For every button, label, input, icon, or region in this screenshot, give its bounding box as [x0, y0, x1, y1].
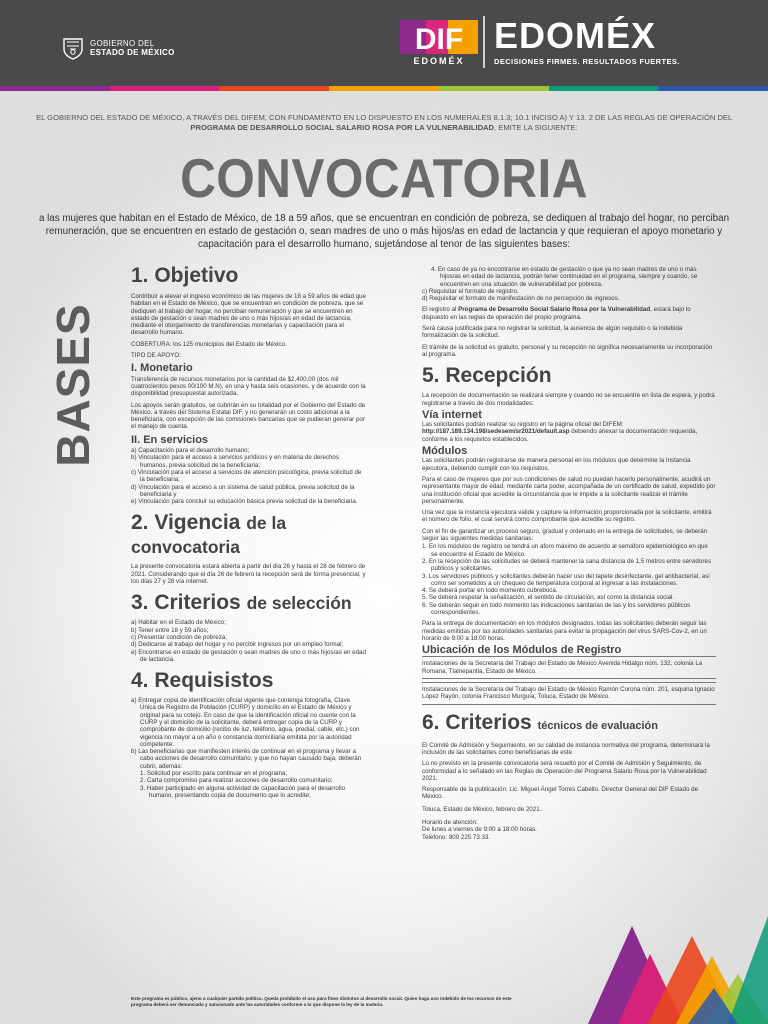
monetario-text-2: Los apoyos serán gratuitos, se cubrirán en su totalidad por el Gobierno del Estado de México, a través del Sistema Estatal DIF, y no generarán un costo adicional a la beneficiaria, con excepción de las comisiones bancarias que se pudieran generar por el manejo de cuenta. [131, 401, 366, 431]
list-item: c) Requisitar el formato de registro. [422, 287, 519, 295]
list-item: 3. Los servidores públicos y solicitantes deberán hacer uso del tapete desinfectante, gel antibacterial, así como ser sometidos a un chequeo de temperatura corporal al ingresar a las instalaciones. [422, 572, 710, 587]
footer-legal: Este programa es público, ajeno a cualquier partido político. Queda prohibido el uso para fines distintos al desarrollo social. Quien haga uso indebido de los recursos de este programa deberá ser denunciado y sancionado ante las autoridades conforme a lo que dispone la ley de la materia. [131, 996, 512, 1007]
list-item: 1. Solicitud por escrito para continuar en el programa; [140, 770, 288, 778]
list-item: 6. Se deberán seguir en todo momento las indicaciones sanitarias de las y los servidores públicos correspondientes. [422, 601, 691, 616]
list-item: 4. Se deberá portar en todo momento cubrebocа. [422, 587, 558, 595]
left-column [131, 262, 367, 799]
section-objetivo-heading: 1. Objetivo [131, 264, 239, 287]
list-item: 5. Se deberá respetar la señalización, el sentido de circulación, así como la distancia social. [422, 594, 675, 602]
list-item: 1. En los módulos de registro se tendrá un aforo máximo de acuerdo al semáforo epidemiológico en que se encuentre el Estado de México. [422, 543, 708, 558]
criterios-list [131, 619, 367, 663]
section-criterios-tecnicos-heading: 6. Criterios técnicos de evaluación [422, 710, 658, 734]
section-requisitos-heading: 4. Requisistos [131, 669, 274, 693]
requisitos-sublist-cont [422, 266, 716, 288]
list-item: e) Encontrarse en estado de gestación o sean madres de uno o más hijos/as en edad de lactancia. [131, 648, 366, 663]
gobierno-logo [62, 36, 175, 60]
requisitos-list-cont [422, 288, 716, 303]
modulos-text-4: Con el fin de garantizar un proceso seguro, gradual y ordenado en la entrega de solicitudes, se deberán seguir las siguientes medidas sanitarias: [422, 527, 708, 543]
list-item: 4. En caso de ya no encontrarse en estado de gestación o que ya no sean madres de uno o más hijos/as en edad de lactancia, podrán tener continuidad en el programa, siempre y cuando, se encuentren en una situación de vulnerabilidad por pobreza. [431, 266, 698, 288]
edomex-brand: EDOMÉX [494, 15, 657, 56]
bases-label: BASES [46, 303, 99, 467]
color-bar [0, 86, 768, 91]
comite-text: El Comité de Admisión y Seguimiento, en su calidad de instancia normativa del programa, determinará la inclusión de las solicitantes como beneficiarias de este. [422, 741, 710, 756]
page-title: CONVOCATORIA [180, 147, 588, 209]
requisitos-sublist [131, 770, 367, 799]
list-item: d) Dedicarse al trabajo del hogar y no percibir ingresos por un empleo formal; [131, 641, 344, 649]
requisitos-list [131, 697, 367, 770]
modulos-text-5: Para la entrega de documentación en los módulos designados, todas las solicitantes deberán seguir las medidas emitidas por las autoridades sanitarias para evitar la propagación del virus SARS-Cov-2, en un horario de 9:00 a 18:00 horas. [422, 620, 707, 642]
ubicacion-heading: Ubicación de los Módulos de Registro [422, 644, 622, 657]
via-internet-text: Las solicitantes podrán realizar su registro en la página oficial del DIFEM: http://187.189.134.198/sedesem/sr2021/default.asp debiendo anexar la documentación requerida, conforme a los requisitos establecidos. [422, 421, 698, 443]
modulos-text-1: Las solicitantes podrán registrarse de manera personal en los módulos que determine la Instancia ejecutora, debiendo cumplir con los requisitos. [422, 457, 691, 472]
cobertura-text: COBERTURA: los 125 municipios del Estado de México. [131, 340, 287, 348]
objetivo-text: Contribuir a elevar el ingreso económico de las mujeres de 18 a 59 años de edad que habitan en el Estado de México, que se encuentran en condición de pobreza, que se dediquen al trabajo del hogar, no perciban remuneración y que se encuentren en estado de gestación o sean madres de uno o más hijos/as en edad de lactancia, mediante el otorgamiento de transferencias monetarias y capacitación para el desarrollo humano. [131, 293, 366, 337]
registro-text: El registro al Programa de Desarrollo Social Salario Rosa por la Vulnerabilidad, estará bajo lo dispuesto en las reglas de operación del propio programa. [422, 306, 691, 321]
right-column [422, 266, 716, 841]
monetario-heading: I. Monetario [131, 362, 193, 375]
lead-paragraph: a las mujeres que habitan en el Estado de México, de 18 a 59 años, que se encuentran en condición de pobreza, se dediquen al trabajo del hogar, no perciban remuneración, que se encuentren en estado de gestación o, sean madres de uno o más hijos/as en edad de lactancia y que requieran el apoyo monetario y capacitación para el desarrollo humano, sujetándose al tenor de las siguientes bases: [38, 213, 730, 250]
list-item: a) Entregar copia de identificación oficial vigente que contenga fotografía, Clave Única de Registro de Población (CURP) y domicilio en el Estado de México y original para su cotejo. En caso de que la identificación oficial no cuente con la CURP y el domicilio de la solicitante, deberá entregar copia de la CURP y comprobante de domicilio (recibo de luz, teléfono, agua, predial, cable, etc.) con vigencia no mayor a un año o constancia domiciliaria emitida por la autoridad competente. [131, 697, 360, 748]
list-item: c) Presentar condición de pobreza; [131, 633, 227, 641]
header-divider [483, 16, 485, 68]
tramite-text: El trámite de la solicitud es gratuito, personal y su recepción no significa necesariamente su incorporación al programa. [422, 343, 713, 358]
decorative-triangles [588, 896, 768, 1024]
gov-line2: ESTADO DE MÉXICO [90, 48, 175, 57]
ubicacion-2: Instalaciones de la Secretaría del Trabajo del Estado de México Ramón Corona núm. 201, esquina Ignacio López Rayón, colonia Francisco Murguía, Toluca, Estado de México. [422, 682, 716, 705]
dif-logo [400, 20, 478, 71]
no-previsto-text: Lo no previsto en la presente convocatoria será resuelto por el Comité de Admisión y Seguimiento, de conformidad a lo señalado en las Reglas de Operación del Programa Salario Rosa por la Vulnerabilidad 2021. [422, 760, 707, 782]
servicios-heading: II. En servicios [131, 433, 209, 446]
list-item: b) Vinculación para el acceso a servicios jurídicos y en materia de derechos humanos, previa solicitud de la beneficiaria; [131, 454, 339, 469]
phone-text: Teléfono: 800 225 73 33. [422, 833, 491, 841]
list-item: b) Las beneficiarias que manifiesten interés de continuar en el programa y llevar a cabo acciones de desarrollo comunitario, y que no hayan causado baja, deberán cubrir, además: [131, 748, 362, 770]
list-item: 2. Carta compromiso para realizar acciones de desarrollo comunitario; [140, 777, 333, 785]
edomex-slogan: DECISIONES FIRMES. RESULTADOS FUERTES. [494, 57, 680, 66]
list-item: a) Capacitación para el desarrollo humano; [131, 447, 250, 455]
causa-text: Será causa justificada para no registrar la solicitud, la ausencia de algún requisito o la indebida formalización de la solicitud. [422, 325, 683, 340]
monetario-text-1: Transferencia de recursos monetarios por la cantidad de $2,400.00 (dos mil cuatrocientos pesos 00/100 M.N), en una y hasta seis ocasiones, y de acuerdo con la disponibilidad presupuestal autorizada. [131, 375, 366, 398]
medidas-list [422, 543, 716, 616]
servicios-list [131, 447, 367, 505]
modulos-heading: Módulos [422, 445, 468, 458]
coat-of-arms-icon [62, 36, 84, 60]
modulos-text-2: Para el caso de mujeres que por sus condiciones de salud no puedan hacerlo personalmente, acudirá un representante mayor de edad, mediante carta poder, acompañada de un certificado de salud, expedido por una institución oficial que acredite la circunstancia que le impide a la solicitante realizar el trámite personalmente. [422, 475, 716, 505]
hours-heading: Horario de atención: [422, 819, 478, 827]
list-item: e) Vinculación para concluir su educación básica previa solicitud de la beneficiaria. [131, 498, 358, 506]
section-criterios-heading: 3. Criterios de selección [131, 591, 352, 615]
list-item: b) Tener entre 18 y 59 años; [131, 626, 209, 634]
list-item: 3. Haber participado en alguna actividad de capacitación para el desarrollo humano, presentando copia de documento que lo acredite; [140, 784, 346, 799]
list-item: c) Vinculación para el acceso a servicios de atención psicológica, previa solicitud de la beneficiaria; [131, 468, 362, 484]
section-vigencia-heading: 2. Vigencia de la convocatoria [131, 511, 287, 558]
svg-text:EDOMÉX: EDOMÉX [413, 56, 465, 66]
tipo-apoyo-text: TIPO DE APOYO: [131, 352, 181, 360]
responsable-text: Responsable de la publicación: Lic. Miguel Ángel Torres Cabello. Director General del DIF Estado de México. [422, 786, 699, 801]
ubicacion-1: Instalaciones de la Secretaría del Trabajo del Estado de México Avenida Hidalgo núm. 132, colonia La Romana, Tlalnepantla, Estado de México. [422, 656, 716, 679]
gov-line1: GOBIERNO DEL [90, 39, 155, 48]
recepcion-text: La recepción de documentación se realizará siempre y cuando no se encuentre en lista de espera, y podrá registrarse a través de dos modalidades: [422, 392, 715, 407]
vigencia-text: La presente convocatoria estará abierta a partir del día 26 y hasta el 28 de febrero de 2021. Considerando que el día 26 de febrero la recepción será de forma presencial, y los días 27 y 28 vía internet. [131, 563, 366, 586]
edomex-logo [494, 15, 680, 66]
difem-link[interactable]: http://187.189.134.198/sedesem/sr2021/default.asp [422, 428, 570, 436]
place-date: Toluca, Estado de México, febrero de 2021. [422, 805, 542, 813]
list-item: d) Requisitar el formato de manifestación de no percepción de ingresos. [422, 295, 620, 303]
header [0, 0, 768, 86]
modulos-text-3: Una vez que la instancia ejecutora valide y capture la información proporcionada por la solicitante, emitirá el número de folio, el cual servirá como comprobante que acredite su registro. [422, 509, 712, 524]
list-item: a) Habitar en el Estado de México; [131, 619, 226, 627]
intro-text: EL GOBIERNO DEL ESTADO DE MÉXICO, A TRAVÉS DEL DIFEM, CON FUNDAMENTO EN LO DISPUESTO EN LOS NUMERALES 8.1.3; 10.1 INCISO A) Y 13. 2 DE LAS REGLAS DE OPERACIÓN DEL PROGRAMA DE DESARROLLO SOCIAL SALARIO ROSA POR LA VULNERABILIDAD, EMITE LA SIGUIENTE: [36, 113, 732, 132]
list-item: 2. En la recepción de las solicitudes se deberá mantener la sana distancia de 1.5 metros entre servidores públicos y solicitantes. [422, 557, 711, 573]
section-recepcion-heading: 5. Recepción [422, 364, 552, 388]
via-internet-heading: Vía internet [422, 408, 482, 421]
svg-text:DIF: DIF [414, 23, 464, 56]
hours-text: De lunes a viernes de 9:00 a 18:00 horas. [422, 826, 537, 834]
list-item: d) Vinculación para el acceso a un sistema de salud pública, previa solicitud de la beneficiaria y [131, 483, 355, 498]
